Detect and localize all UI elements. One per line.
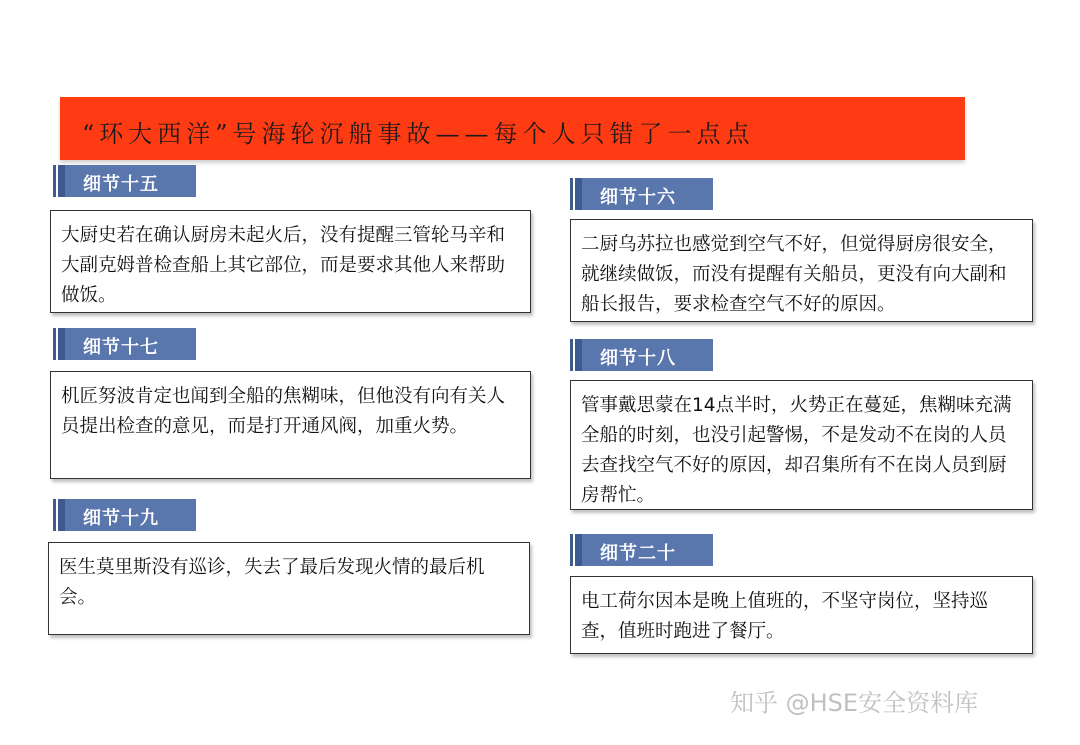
detail-20-label: 细节二十: [600, 543, 676, 564]
detail-16-box: [570, 219, 1033, 322]
detail-20-text: 电工荷尔因本是晚上值班的，不坚守岗位，坚持巡查，值班时跑进了餐厅。: [581, 591, 989, 642]
detail-17-text: 机匠努波肯定也闻到全船的焦糊味，但他没有向有关人员提出检查的意见，而是打开通风阀，加重火势。: [61, 386, 506, 437]
detail-16-text: 二厨乌苏拉也感觉到空气不好，但觉得厨房很安全，就继续做饭，而没有提醒有关船员，更没有向大副和船长报告，要求检查空气不好的原因。: [581, 234, 1007, 315]
detail-19-text: 医生莫里斯没有巡诊，失去了最后发现火情的最后机会。: [59, 557, 485, 608]
page-title: “环大西洋”号海轮沉船事故——每个人只错了一点点: [82, 120, 755, 148]
detail-15-label: 细节十五: [83, 174, 159, 195]
detail-20-box: [570, 576, 1033, 654]
detail-18-text: 管事戴思蒙在14点半时，火势正在蔓延，焦糊味充满全船的时刻，也没引起警惕，不是发动不在岗的人员去查找空气不好的原因，却召集所有不在岗人员到厨房帮忙。: [581, 395, 1012, 506]
detail-19-box: [48, 542, 530, 635]
watermark: 知乎 @HSE安全资料库: [730, 689, 979, 717]
title-banner: [60, 97, 965, 160]
detail-18-box: [570, 380, 1033, 510]
detail-15-tag: [58, 165, 196, 197]
detail-15-text: 大厨史若在确认厨房未起火后，没有提醒三管轮马辛和大副克姆普检查船上其它部位，而是要求其他人来帮助做饭。: [61, 225, 506, 306]
detail-19-label: 细节十九: [83, 508, 159, 529]
detail-18-label: 细节十八: [600, 348, 676, 369]
detail-20-tag: [575, 534, 713, 566]
detail-19-tag: [58, 499, 196, 531]
detail-16-tag: [575, 178, 713, 210]
detail-17-tag: [58, 328, 196, 360]
detail-17-label: 细节十七: [83, 337, 159, 358]
detail-17-box: [50, 371, 531, 479]
detail-15-box: [50, 210, 531, 313]
detail-16-label: 细节十六: [600, 187, 676, 208]
detail-18-tag: [575, 339, 713, 371]
